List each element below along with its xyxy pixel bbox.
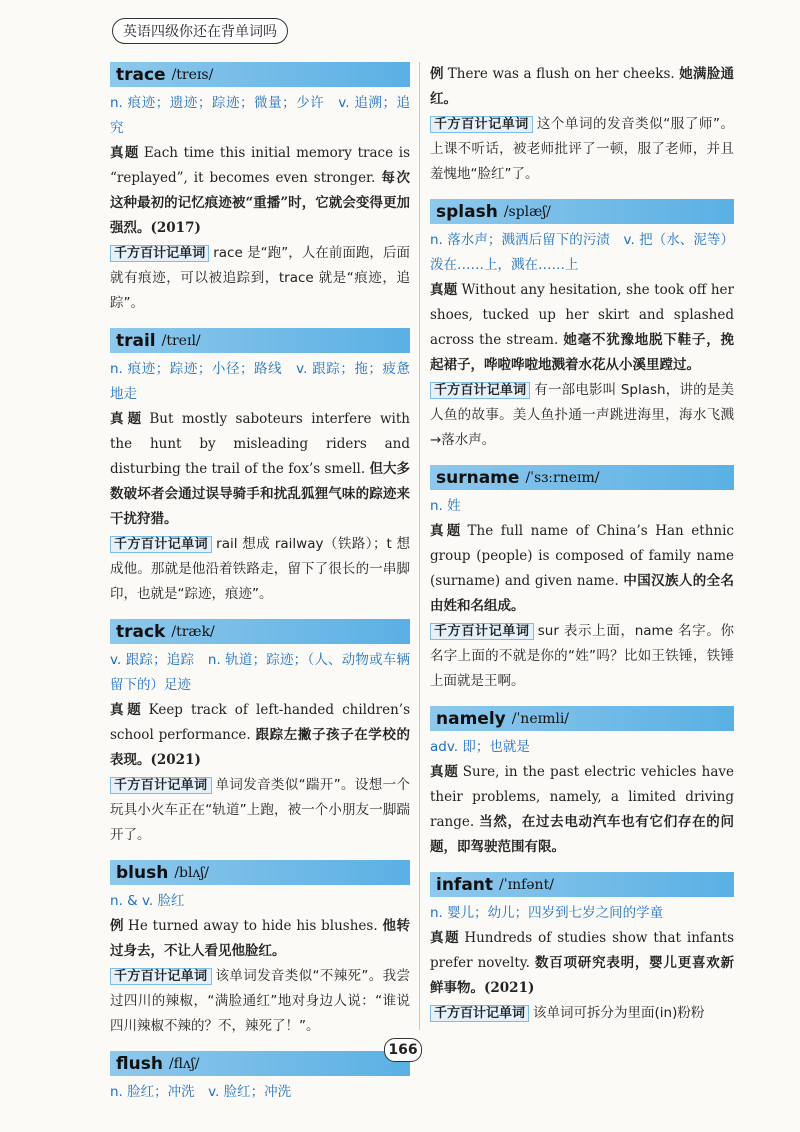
example-sentence <box>110 407 410 532</box>
memory-tip-text: 该单词发音类似“不辣死”。我尝过四川的辣椒，“满脸通红”地对身边人说：“谁说四川辣椒不辣的？不，辣死了！”。 <box>110 968 410 1034</box>
definition: n. 婴儿；幼儿；四岁到七岁之间的学童 <box>430 905 664 921</box>
example-zh: 每次这种最初的记忆痕迹被“重播”时，它就会变得更加强烈。(2017) <box>110 170 410 236</box>
example-en: There was a flush on her cheeks. <box>447 66 675 82</box>
memory-tip <box>430 1001 734 1026</box>
example-sentence <box>110 914 410 964</box>
definition: n. 姓 <box>430 498 461 514</box>
example-sentence <box>430 926 734 1001</box>
phonetic: /blʌʃ/ <box>174 864 209 881</box>
word-entry <box>430 706 734 860</box>
headword-bar <box>110 62 410 87</box>
phonetic: /træk/ <box>171 623 215 640</box>
phonetic: /splæʃ/ <box>503 203 551 220</box>
example-zh: 他转过身去，不让人看见他脸红。 <box>110 918 411 959</box>
example-sentence <box>430 760 734 860</box>
headword: trace <box>116 64 166 85</box>
memory-tip-text: 这个单词的发音类似“服了师”。上课不听话，被老师批评了一顿，服了老师，并且羞愧地“脸红”了。 <box>430 116 734 182</box>
word-entry <box>430 62 734 187</box>
example-zh: 中国汉族人的全名由姓和名组成。 <box>430 573 735 614</box>
example-en: The full name of China’s Han ethnic group (people) is composed of family name (surname) and given name. <box>430 523 734 589</box>
word-entry <box>110 62 410 316</box>
memory-tip-label: 千方百计记单词 <box>430 623 534 640</box>
phonetic: /ˈneɪmli/ <box>511 710 570 727</box>
headword-bar <box>430 872 734 897</box>
example-label: 真题 <box>430 523 464 539</box>
example-sentence <box>430 278 734 378</box>
memory-tip-text: 该单词可拆分为里面(in)粉粉 <box>533 1005 705 1021</box>
headword-bar <box>430 199 734 224</box>
example-label: 真题 <box>110 145 140 161</box>
headword-bar <box>110 1051 410 1076</box>
page-number: 166 <box>384 1038 422 1062</box>
memory-tip-label: 千方百计记单词 <box>110 777 212 794</box>
headword: trail <box>116 330 156 351</box>
memory-tip-text: 单词发音类似“踹开”。设想一个玩具小火车正在“轨道”上跑，被一个小朋友一脚踹开了。 <box>110 777 410 843</box>
phonetic: /ˈsɜːrneɪm/ <box>525 469 600 486</box>
headword-bar <box>110 619 410 644</box>
word-entry <box>430 199 734 453</box>
definition: n. 痕迹；遗迹；踪迹；微量；少许 v. 追溯；追究 <box>110 95 410 136</box>
phonetic: /ˈɪnfənt/ <box>499 876 554 893</box>
word-entry <box>430 465 734 694</box>
headword-bar <box>430 706 734 731</box>
memory-tip-label: 千方百计记单词 <box>110 968 212 985</box>
example-label: 真题 <box>430 282 458 298</box>
memory-tip-label: 千方百计记单词 <box>110 536 212 553</box>
word-entry <box>430 872 734 1026</box>
example-zh: 但大多数破坏者会通过误导骑手和扰乱狐狸气味的踪迹来干扰狩猎。 <box>110 461 410 527</box>
example-sentence <box>110 141 410 241</box>
memory-tip <box>430 619 734 694</box>
headword-bar <box>110 860 410 885</box>
example-label: 真题 <box>110 411 146 427</box>
example-en: He turned away to hide his blushes. <box>128 918 378 934</box>
memory-tip <box>110 532 410 607</box>
example-en: Hundreds of studies show that infants prefer novelty. <box>430 930 735 971</box>
memory-tip-text: race 是“跑”，人在前面跑，后面就有痕迹，可以被追踪到，trace 就是“痕迹，追踪”。 <box>110 245 410 311</box>
headword: infant <box>436 874 494 895</box>
definition: v. 跟踪；追踪 n. 轨道；踪迹；（人、动物或车辆留下的）足迹 <box>110 652 410 693</box>
example-zh: 当然，在过去电动汽车也有它们存在的问题，即驾驶范围有限。 <box>430 814 735 855</box>
headword-bar <box>430 465 734 490</box>
example-sentence <box>110 698 410 773</box>
headword: surname <box>436 467 520 488</box>
headword-bar <box>110 328 410 353</box>
word-entry <box>110 1051 410 1105</box>
memory-tip-label: 千方百计记单词 <box>430 1005 529 1022</box>
example-zh: 她满脸通红。 <box>430 66 735 107</box>
example-zh: 跟踪左撇子孩子在学校的表现。(2021) <box>110 727 410 768</box>
example-en: But mostly saboteurs interfere with the hunt by misleading riders and disturbing the trail of the fox’s smell. <box>110 411 410 477</box>
headword: splash <box>436 201 498 222</box>
phonetic: /treɪl/ <box>161 332 201 349</box>
memory-tip <box>110 773 410 848</box>
definition: n. & v. 脸红 <box>110 893 185 909</box>
example-label: 例 <box>110 918 125 934</box>
example-en: Keep track of left-handed children’s school performance. <box>110 702 410 743</box>
left-column <box>110 62 410 1117</box>
example-label: 真题 <box>430 930 461 946</box>
phonetic: /treɪs/ <box>171 66 214 83</box>
memory-tip <box>110 241 410 316</box>
word-entry <box>110 619 410 848</box>
memory-tip <box>110 964 410 1039</box>
word-entry <box>110 860 410 1039</box>
memory-tip-text: rail 想成 railway（铁路）；t 想成他。那就是他沿着铁路走，留下了很长的一串脚印，也就是“踪迹，痕迹”。 <box>110 536 410 602</box>
word-entry <box>110 328 410 607</box>
headword: namely <box>436 708 506 729</box>
headword: blush <box>116 862 169 883</box>
column-divider <box>419 62 420 1030</box>
example-zh: 数百项研究表明，婴儿更喜欢新鲜事物。(2021) <box>430 955 735 996</box>
memory-tip-label: 千方百计记单词 <box>430 116 533 133</box>
right-column <box>430 62 734 1038</box>
example-label: 例 <box>430 66 444 82</box>
definition: n. 痕迹；踪迹；小径；路线 v. 跟踪；拖；疲惫地走 <box>110 361 410 402</box>
memory-tip-label: 千方百计记单词 <box>110 245 209 262</box>
example-zh: 她毫不犹豫地脱下鞋子，挽起裙子，哗啦哗啦地溅着水花从小溪里蹚过。 <box>430 332 734 373</box>
example-en: Each time this initial memory trace is “replayed”, it becomes even stronger. <box>110 145 411 186</box>
book-title-tab: 英语四级你还在背单词吗 <box>112 18 288 44</box>
definition: n. 脸红；冲洗 v. 脸红；冲洗 <box>110 1084 292 1100</box>
example-label: 真题 <box>430 764 459 780</box>
memory-tip-text: 有一部电影叫 Splash，讲的是美人鱼的故事。美人鱼扑通一声跳进海里，海水飞溅→落水声。 <box>430 382 734 448</box>
headword: track <box>116 621 166 642</box>
phonetic: /flʌʃ/ <box>168 1055 200 1072</box>
definition: adv. 即；也就是 <box>430 739 530 755</box>
memory-tip <box>430 112 734 187</box>
headword: flush <box>116 1053 163 1074</box>
example-label: 真题 <box>110 702 145 718</box>
memory-tip <box>430 378 734 453</box>
example-sentence <box>430 62 734 112</box>
definition: n. 落水声；溅洒后留下的污渍 v. 把（水、泥等）泼在……上，溅在……上 <box>430 232 734 273</box>
example-en: Sure, in the past electric vehicles have their problems, namely, a limited driving range. <box>430 764 734 830</box>
example-sentence <box>430 519 734 619</box>
memory-tip-text: sur 表示上面，name 名字。你名字上面的不就是你的“姓”吗？比如王铁锤，铁锤上面就是王啊。 <box>430 623 734 689</box>
memory-tip-label: 千方百计记单词 <box>430 382 530 399</box>
example-en: Without any hesitation, she took off her shoes, tucked up her skirt and splashed across the stream. <box>430 282 735 348</box>
